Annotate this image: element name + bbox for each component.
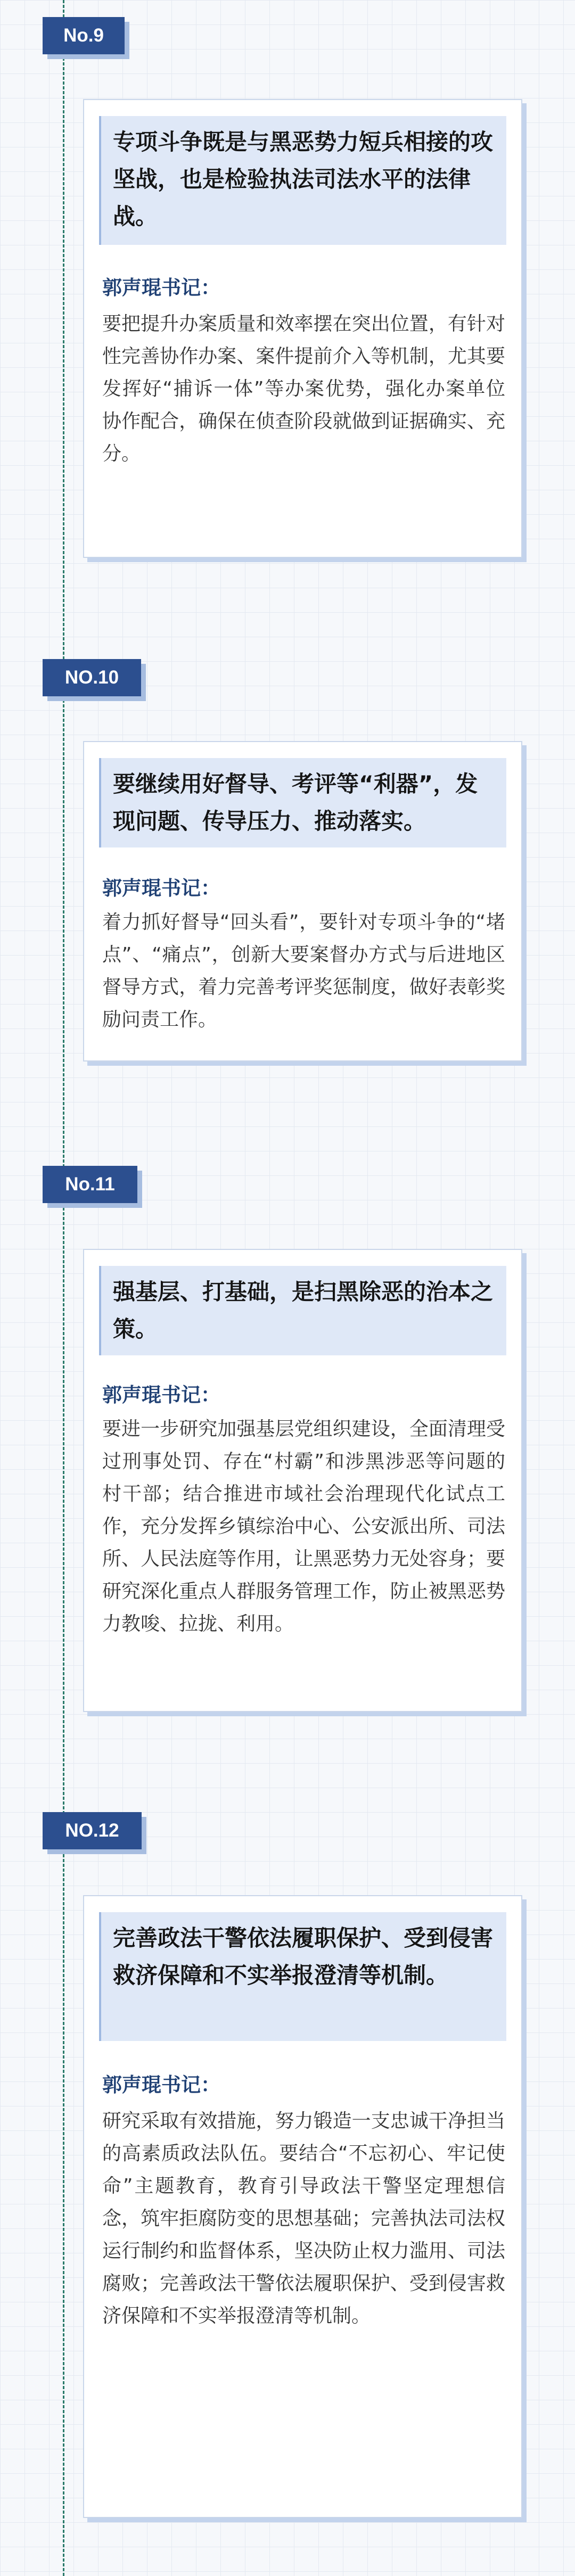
- speaker-label: 郭声琨书记：: [102, 2073, 220, 2096]
- section-body: 要把提升办案质量和效率摆在突出位置，有针对性完善协作办案、案件提前介入等机制，尤其要发挥好“捕诉一体”等办案优势，强化办案单位协作配合，确保在侦查阶段就做到证据确实、充分。: [102, 313, 505, 465]
- section-badge: No.9: [43, 17, 125, 54]
- section-body: 研究采取有效措施，努力锻造一支忠诚干净担当的高素质政法队伍。要结合“不忘初心、牢记使命”主题教育，教育引导政法干警坚定理想信念，筑牢拒腐防变的思想基础；完善执法司法权运行制约和监督体系，坚决防止权力滥用、司法腐败；完善政法干警依法履职保护、受到侵害救济保障和不实举报澄清等机制。: [102, 2110, 505, 2327]
- section-headline: 强基层、打基础，是扫黑除恶的治本之策。: [99, 1266, 506, 1355]
- section-headline: 完善政法干警依法履职保护、受到侵害救济保障和不实举报澄清等机制。: [99, 1912, 506, 2041]
- content-card: [83, 99, 522, 558]
- section-headline: 专项斗争既是与黑恶势力短兵相接的攻坚战，也是检验执法司法水平的法律战。: [99, 116, 506, 245]
- section-badge: No.11: [43, 1166, 137, 1203]
- section-body: 要进一步研究加强基层党组织建设，全面清理受过刑事处罚、存在“村霸”和涉黑涉恶等问题的村干部；结合推进市域社会治理现代化试点工作，充分发挥乡镇综治中心、公安派出所、司法所、人民法庭等作用，让黑恶势力无处容身；要研究深化重点人群服务管理工作，防止被黑恶势力教唆、拉拢、利用。: [102, 1418, 505, 1635]
- content-card: [83, 1249, 522, 1712]
- section-badge: NO.10: [43, 659, 141, 696]
- speaker-label: 郭声琨书记：: [102, 276, 220, 299]
- section-badge: NO.12: [43, 1812, 142, 1849]
- speaker-label: 郭声琨书记：: [102, 1384, 220, 1406]
- content-card: [83, 741, 522, 1061]
- section-body: 着力抓好督导“回头看”，要针对专项斗争的“堵点”、“痛点”，创新大要案督办方式与后进地区督导方式，着力完善考评奖惩制度，做好表彰奖励问责工作。: [102, 911, 505, 1031]
- section-headline: 要继续用好督导、考评等“利器”，发现问题、传导压力、推动落实。: [99, 758, 506, 847]
- content-card: [83, 1895, 522, 2518]
- speaker-label: 郭声琨书记：: [102, 877, 220, 900]
- timeline-dashed-line: [63, 0, 64, 2576]
